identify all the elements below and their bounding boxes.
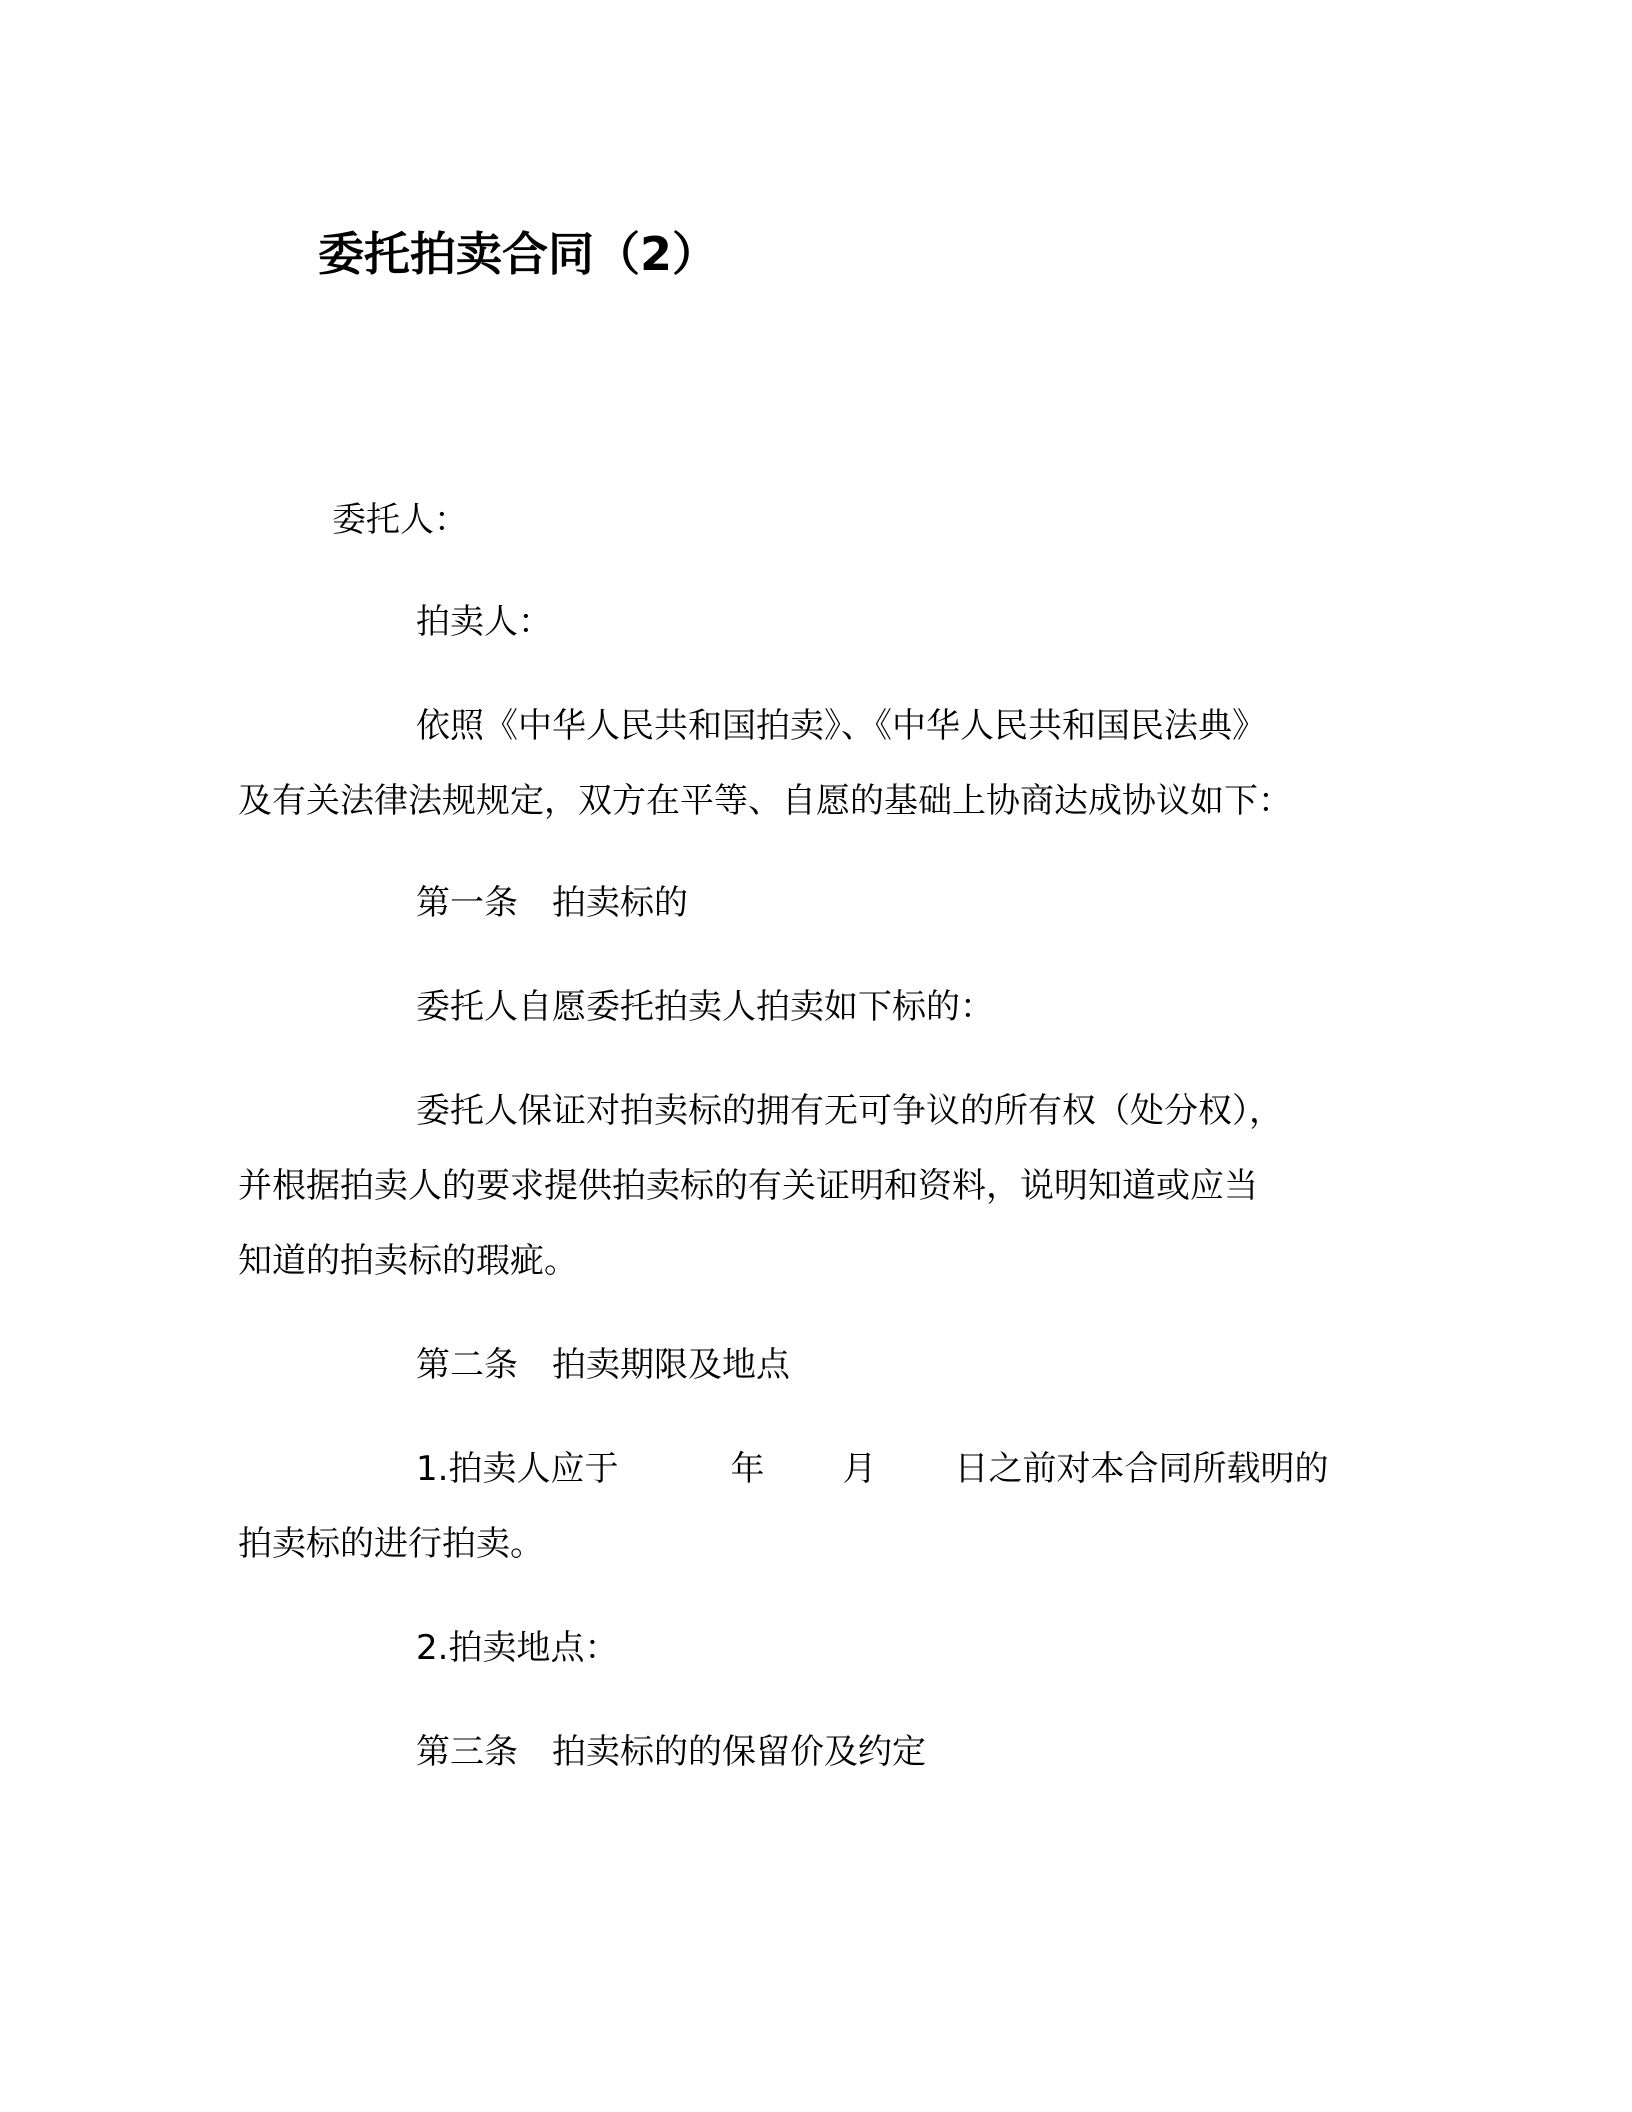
article-2-item-1-year: 年 (730, 1449, 765, 1489)
article-2-heading: 第二条 拍卖期限及地点 (416, 1345, 790, 1385)
article-1-paragraph-2-line-3: 知道的拍卖标的瑕疵。 (238, 1241, 578, 1281)
article-2-item-1-line-2: 拍卖标的进行拍卖。 (238, 1524, 544, 1564)
article-2-item-2: 2.拍卖地点： (416, 1628, 619, 1668)
article-1-paragraph-2-line-2: 并根据拍卖人的要求提供拍卖标的有关证明和资料，说明知道或应当 (238, 1166, 1258, 1206)
article-2-item-1-prefix: 1.拍卖人应于 (416, 1449, 619, 1489)
preamble-line-2: 及有关法律法规规定，双方在平等、自愿的基础上协商达成协议如下： (238, 781, 1292, 821)
article-1-paragraph-1: 委托人自愿委托拍卖人拍卖如下标的： (416, 987, 994, 1027)
preamble-line-1: 依照《中华人民共和国拍卖》、《中华人民共和国民法典》 (416, 706, 1266, 746)
article-3-heading: 第三条 拍卖标的的保留价及约定 (416, 1732, 926, 1772)
article-2-item-1-day-suffix: 日之前对本合同所载明的 (954, 1449, 1329, 1489)
article-1-heading: 第一条 拍卖标的 (416, 883, 688, 923)
article-2-item-1-month: 月 (842, 1449, 877, 1489)
consignor-label: 委托人： (332, 500, 468, 540)
document-title: 委托拍卖合同（2） (318, 227, 719, 281)
auctioneer-label: 拍卖人： (416, 602, 552, 642)
article-1-paragraph-2-line-1: 委托人保证对拍卖标的拥有无可争议的所有权（处分权）， (416, 1091, 1283, 1131)
article-2-item-1-line-1 (416, 1445, 1328, 1493)
